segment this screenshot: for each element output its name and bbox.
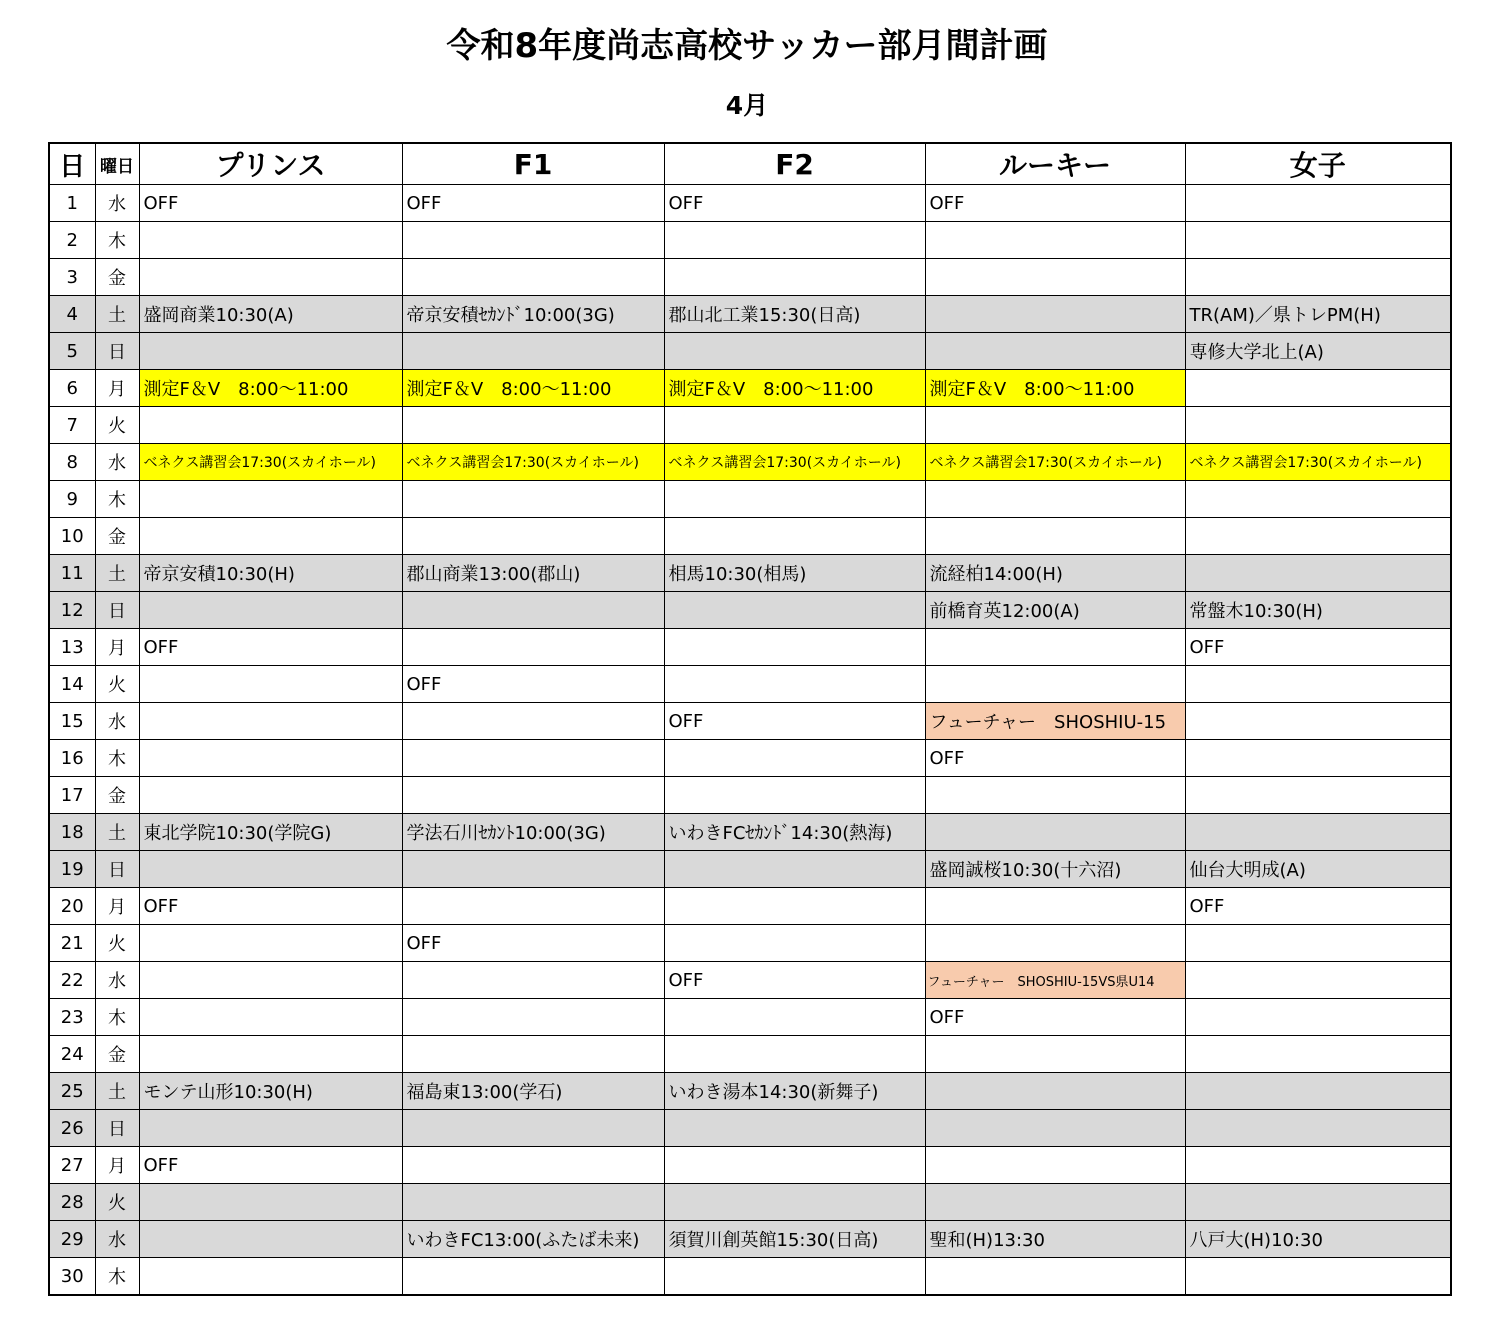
schedule-cell-rookie [925, 925, 1185, 962]
schedule-cell-women [1185, 999, 1451, 1036]
table-row [49, 1258, 1451, 1296]
day-cell: 22 [49, 962, 95, 999]
table-row [49, 185, 1451, 222]
schedule-cell-f1 [402, 333, 664, 370]
header-rookie: ルーキー [925, 143, 1185, 185]
schedule-cell-prince [139, 259, 402, 296]
schedule-cell-f2: 相馬10:30(相馬) [664, 555, 925, 592]
table-row [49, 518, 1451, 555]
schedule-cell-f1 [402, 1147, 664, 1184]
day-cell: 10 [49, 518, 95, 555]
schedule-cell-prince [139, 703, 402, 740]
header-f2: F2 [664, 143, 925, 185]
weekday-cell: 金 [95, 518, 139, 555]
schedule-cell-prince [139, 925, 402, 962]
schedule-cell-f1 [402, 703, 664, 740]
schedule-cell-f2 [664, 740, 925, 777]
schedule-cell-prince [139, 481, 402, 518]
table-row [49, 999, 1451, 1036]
day-cell: 21 [49, 925, 95, 962]
day-cell: 18 [49, 814, 95, 851]
schedule-cell-prince [139, 999, 402, 1036]
schedule-cell-rookie: OFF [925, 740, 1185, 777]
schedule-cell-f1: 帝京安積ｾｶﾝﾄﾞ10:00(3G) [402, 296, 664, 333]
schedule-cell-women [1185, 1184, 1451, 1221]
schedule-cell-rookie [925, 1147, 1185, 1184]
table-row [49, 407, 1451, 444]
schedule-cell-women [1185, 925, 1451, 962]
schedule-cell-rookie [925, 1073, 1185, 1110]
schedule-cell-rookie: ベネクス講習会17:30(スカイホール) [925, 444, 1185, 481]
weekday-cell: 木 [95, 740, 139, 777]
weekday-cell: 火 [95, 407, 139, 444]
schedule-cell-f1: ベネクス講習会17:30(スカイホール) [402, 444, 664, 481]
day-cell: 19 [49, 851, 95, 888]
day-cell: 11 [49, 555, 95, 592]
table-row [49, 1184, 1451, 1221]
schedule-cell-women [1185, 777, 1451, 814]
schedule-cell-women: 常盤木10:30(H) [1185, 592, 1451, 629]
weekday-cell: 火 [95, 1184, 139, 1221]
schedule-cell-women [1185, 185, 1451, 222]
schedule-cell-f2: 郡山北工業15:30(日高) [664, 296, 925, 333]
day-cell: 26 [49, 1110, 95, 1147]
weekday-cell: 日 [95, 333, 139, 370]
table-row [49, 888, 1451, 925]
schedule-cell-women [1185, 481, 1451, 518]
schedule-cell-f1 [402, 740, 664, 777]
weekday-cell: 金 [95, 1036, 139, 1073]
schedule-cell-rookie: OFF [925, 185, 1185, 222]
weekday-cell: 日 [95, 851, 139, 888]
schedule-cell-f1 [402, 592, 664, 629]
day-cell: 16 [49, 740, 95, 777]
schedule-cell-f1 [402, 222, 664, 259]
schedule-cell-rookie: 前橋育英12:00(A) [925, 592, 1185, 629]
weekday-cell: 土 [95, 296, 139, 333]
schedule-cell-women [1185, 962, 1451, 999]
schedule-cell-rookie: 盛岡誠桜10:30(十六沼) [925, 851, 1185, 888]
schedule-cell-women [1185, 555, 1451, 592]
schedule-cell-f1: 測定F＆V 8:00～11:00 [402, 370, 664, 407]
day-cell: 28 [49, 1184, 95, 1221]
header-day: 日 [49, 143, 95, 185]
day-cell: 29 [49, 1221, 95, 1258]
schedule-cell-women: OFF [1185, 629, 1451, 666]
schedule-cell-f2 [664, 481, 925, 518]
day-cell: 12 [49, 592, 95, 629]
schedule-cell-rookie [925, 777, 1185, 814]
day-cell: 13 [49, 629, 95, 666]
weekday-cell: 月 [95, 1147, 139, 1184]
schedule-cell-women: TR(AM)／県トレPM(H) [1185, 296, 1451, 333]
table-row [49, 740, 1451, 777]
schedule-cell-f2 [664, 888, 925, 925]
day-cell: 4 [49, 296, 95, 333]
schedule-cell-f1 [402, 1036, 664, 1073]
schedule-cell-f2 [664, 259, 925, 296]
schedule-cell-women [1185, 407, 1451, 444]
schedule-cell-prince [139, 1036, 402, 1073]
schedule-cell-prince: 測定F＆V 8:00～11:00 [139, 370, 402, 407]
schedule-cell-rookie [925, 222, 1185, 259]
schedule-cell-f1 [402, 1110, 664, 1147]
day-cell: 9 [49, 481, 95, 518]
schedule-cell-women [1185, 222, 1451, 259]
header-row [49, 143, 1451, 185]
schedule-cell-prince: 東北学院10:30(学院G) [139, 814, 402, 851]
table-row [49, 814, 1451, 851]
day-cell: 7 [49, 407, 95, 444]
day-cell: 6 [49, 370, 95, 407]
weekday-cell: 水 [95, 1221, 139, 1258]
table-row [49, 1147, 1451, 1184]
schedule-cell-rookie [925, 1036, 1185, 1073]
schedule-cell-rookie [925, 1258, 1185, 1296]
schedule-cell-rookie [925, 296, 1185, 333]
schedule-cell-f1: OFF [402, 666, 664, 703]
schedule-cell-women [1185, 518, 1451, 555]
weekday-cell: 火 [95, 666, 139, 703]
table-row [49, 1221, 1451, 1258]
table-row [49, 962, 1451, 999]
schedule-cell-prince [139, 1258, 402, 1296]
schedule-cell-rookie: 流経柏14:00(H) [925, 555, 1185, 592]
table-row [49, 296, 1451, 333]
schedule-cell-f2 [664, 222, 925, 259]
schedule-cell-f1 [402, 1184, 664, 1221]
header-f1: F1 [402, 143, 664, 185]
schedule-cell-f1: OFF [402, 925, 664, 962]
schedule-cell-f2 [664, 999, 925, 1036]
schedule-cell-f2 [664, 1110, 925, 1147]
schedule-cell-f2 [664, 666, 925, 703]
schedule-cell-prince [139, 592, 402, 629]
schedule-cell-f2 [664, 629, 925, 666]
schedule-cell-f2 [664, 1184, 925, 1221]
schedule-cell-f2 [664, 407, 925, 444]
day-cell: 8 [49, 444, 95, 481]
weekday-cell: 水 [95, 962, 139, 999]
header-women: 女子 [1185, 143, 1451, 185]
table-row [49, 703, 1451, 740]
schedule-cell-prince [139, 851, 402, 888]
weekday-cell: 水 [95, 703, 139, 740]
schedule-cell-women: OFF [1185, 888, 1451, 925]
schedule-cell-f2: ベネクス講習会17:30(スカイホール) [664, 444, 925, 481]
weekday-cell: 水 [95, 444, 139, 481]
schedule-cell-women: ベネクス講習会17:30(スカイホール) [1185, 444, 1451, 481]
table-row [49, 1110, 1451, 1147]
weekday-cell: 金 [95, 777, 139, 814]
schedule-cell-rookie [925, 814, 1185, 851]
schedule-cell-f2 [664, 925, 925, 962]
table-row [49, 222, 1451, 259]
schedule-cell-rookie: フューチャー SHOSHIU-15 [925, 703, 1185, 740]
table-row [49, 1036, 1451, 1073]
schedule-cell-rookie [925, 333, 1185, 370]
schedule-cell-prince: OFF [139, 1147, 402, 1184]
weekday-cell: 土 [95, 555, 139, 592]
schedule-cell-prince [139, 777, 402, 814]
schedule-cell-prince [139, 333, 402, 370]
weekday-cell: 水 [95, 185, 139, 222]
schedule-cell-f1: 郡山商業13:00(郡山) [402, 555, 664, 592]
day-cell: 15 [49, 703, 95, 740]
schedule-cell-women [1185, 1110, 1451, 1147]
table-row [49, 666, 1451, 703]
schedule-cell-prince [139, 1221, 402, 1258]
schedule-cell-f2 [664, 851, 925, 888]
schedule-cell-f2: OFF [664, 703, 925, 740]
schedule-cell-f2: 須賀川創英館15:30(日高) [664, 1221, 925, 1258]
schedule-cell-f1 [402, 259, 664, 296]
schedule-cell-women [1185, 740, 1451, 777]
day-cell: 14 [49, 666, 95, 703]
schedule-cell-f1 [402, 481, 664, 518]
table-row [49, 333, 1451, 370]
day-cell: 17 [49, 777, 95, 814]
header-prince: プリンス [139, 143, 402, 185]
schedule-cell-women [1185, 1258, 1451, 1296]
schedule-cell-f1: 福島東13:00(学石) [402, 1073, 664, 1110]
month-label: 4月 [725, 91, 769, 120]
table-row [49, 444, 1451, 481]
schedule-cell-f1 [402, 888, 664, 925]
schedule-cell-f1: OFF [402, 185, 664, 222]
day-cell: 2 [49, 222, 95, 259]
schedule-cell-prince [139, 222, 402, 259]
schedule-cell-f2: いわきFCｾｶﾝﾄﾞ14:30(熱海) [664, 814, 925, 851]
schedule-cell-f2: いわき湯本14:30(新舞子) [664, 1073, 925, 1110]
schedule-cell-rookie: 測定F＆V 8:00～11:00 [925, 370, 1185, 407]
schedule-cell-rookie [925, 1184, 1185, 1221]
weekday-cell: 土 [95, 814, 139, 851]
schedule-cell-prince [139, 666, 402, 703]
schedule-cell-prince: OFF [139, 185, 402, 222]
table-row [49, 259, 1451, 296]
schedule-body [49, 185, 1451, 1296]
weekday-cell: 木 [95, 999, 139, 1036]
schedule-cell-f1 [402, 1258, 664, 1296]
schedule-cell-prince [139, 407, 402, 444]
weekday-cell: 日 [95, 1110, 139, 1147]
schedule-cell-f2 [664, 1147, 925, 1184]
day-cell: 24 [49, 1036, 95, 1073]
schedule-cell-women [1185, 1036, 1451, 1073]
schedule-cell-f2 [664, 777, 925, 814]
weekday-cell: 月 [95, 629, 139, 666]
schedule-cell-f2 [664, 592, 925, 629]
schedule-cell-f2 [664, 333, 925, 370]
day-cell: 27 [49, 1147, 95, 1184]
schedule-cell-prince: 盛岡商業10:30(A) [139, 296, 402, 333]
schedule-cell-f1 [402, 999, 664, 1036]
schedule-cell-women [1185, 1073, 1451, 1110]
schedule-cell-f1 [402, 629, 664, 666]
schedule-cell-f1 [402, 851, 664, 888]
schedule-cell-prince [139, 740, 402, 777]
day-cell: 25 [49, 1073, 95, 1110]
schedule-cell-women: 専修大学北上(A) [1185, 333, 1451, 370]
schedule-cell-f1: 学法石川ｾｶﾝﾄ10:00(3G) [402, 814, 664, 851]
schedule-cell-rookie: 聖和(H)13:30 [925, 1221, 1185, 1258]
schedule-cell-f1 [402, 407, 664, 444]
schedule-cell-f2: OFF [664, 962, 925, 999]
schedule-cell-f2: 測定F＆V 8:00～11:00 [664, 370, 925, 407]
schedule-cell-prince: モンテ山形10:30(H) [139, 1073, 402, 1110]
day-cell: 30 [49, 1258, 95, 1296]
day-cell: 23 [49, 999, 95, 1036]
schedule-cell-rookie: OFF [925, 999, 1185, 1036]
schedule-cell-women [1185, 259, 1451, 296]
day-cell: 5 [49, 333, 95, 370]
schedule-cell-prince [139, 1110, 402, 1147]
schedule-cell-rookie [925, 407, 1185, 444]
schedule-cell-women [1185, 703, 1451, 740]
schedule-cell-f1 [402, 962, 664, 999]
weekday-cell: 火 [95, 925, 139, 962]
weekday-cell: 土 [95, 1073, 139, 1110]
schedule-cell-women [1185, 1147, 1451, 1184]
schedule-cell-women: 八戸大(H)10:30 [1185, 1221, 1451, 1258]
weekday-cell: 金 [95, 259, 139, 296]
day-cell: 3 [49, 259, 95, 296]
table-row [49, 1073, 1451, 1110]
schedule-cell-rookie [925, 518, 1185, 555]
schedule-cell-rookie: フューチャー SHOSHIU-15VS県U14 [925, 962, 1185, 999]
schedule-cell-women [1185, 814, 1451, 851]
schedule-cell-f1 [402, 777, 664, 814]
schedule-cell-f1 [402, 518, 664, 555]
schedule-cell-women [1185, 370, 1451, 407]
schedule-cell-prince [139, 1184, 402, 1221]
table-row [49, 592, 1451, 629]
schedule-cell-prince: 帝京安積10:30(H) [139, 555, 402, 592]
schedule-cell-rookie [925, 666, 1185, 703]
schedule-table [48, 142, 1452, 1296]
schedule-cell-prince [139, 518, 402, 555]
table-row [49, 925, 1451, 962]
schedule-cell-rookie [925, 259, 1185, 296]
weekday-cell: 月 [95, 888, 139, 925]
schedule-cell-f2 [664, 1258, 925, 1296]
schedule-cell-prince: ベネクス講習会17:30(スカイホール) [139, 444, 402, 481]
table-row [49, 777, 1451, 814]
schedule-cell-prince [139, 962, 402, 999]
schedule-cell-f2 [664, 1036, 925, 1073]
weekday-cell: 木 [95, 481, 139, 518]
table-row [49, 629, 1451, 666]
schedule-cell-women [1185, 666, 1451, 703]
weekday-cell: 木 [95, 1258, 139, 1296]
table-row [49, 555, 1451, 592]
schedule-cell-f2 [664, 518, 925, 555]
weekday-cell: 日 [95, 592, 139, 629]
header-weekday: 曜日 [95, 143, 139, 185]
schedule-cell-prince: OFF [139, 888, 402, 925]
schedule-cell-rookie [925, 481, 1185, 518]
weekday-cell: 木 [95, 222, 139, 259]
page-title: 令和8年度尚志高校サッカー部月間計画 [446, 26, 1048, 66]
schedule-cell-women: 仙台大明成(A) [1185, 851, 1451, 888]
schedule-cell-rookie [925, 888, 1185, 925]
table-row [49, 481, 1451, 518]
schedule-cell-f1: いわきFC13:00(ふたば未来) [402, 1221, 664, 1258]
table-row [49, 370, 1451, 407]
schedule-cell-rookie [925, 1110, 1185, 1147]
schedule-cell-rookie [925, 629, 1185, 666]
day-cell: 1 [49, 185, 95, 222]
schedule-cell-f2: OFF [664, 185, 925, 222]
schedule-cell-prince: OFF [139, 629, 402, 666]
weekday-cell: 月 [95, 370, 139, 407]
day-cell: 20 [49, 888, 95, 925]
table-row [49, 851, 1451, 888]
